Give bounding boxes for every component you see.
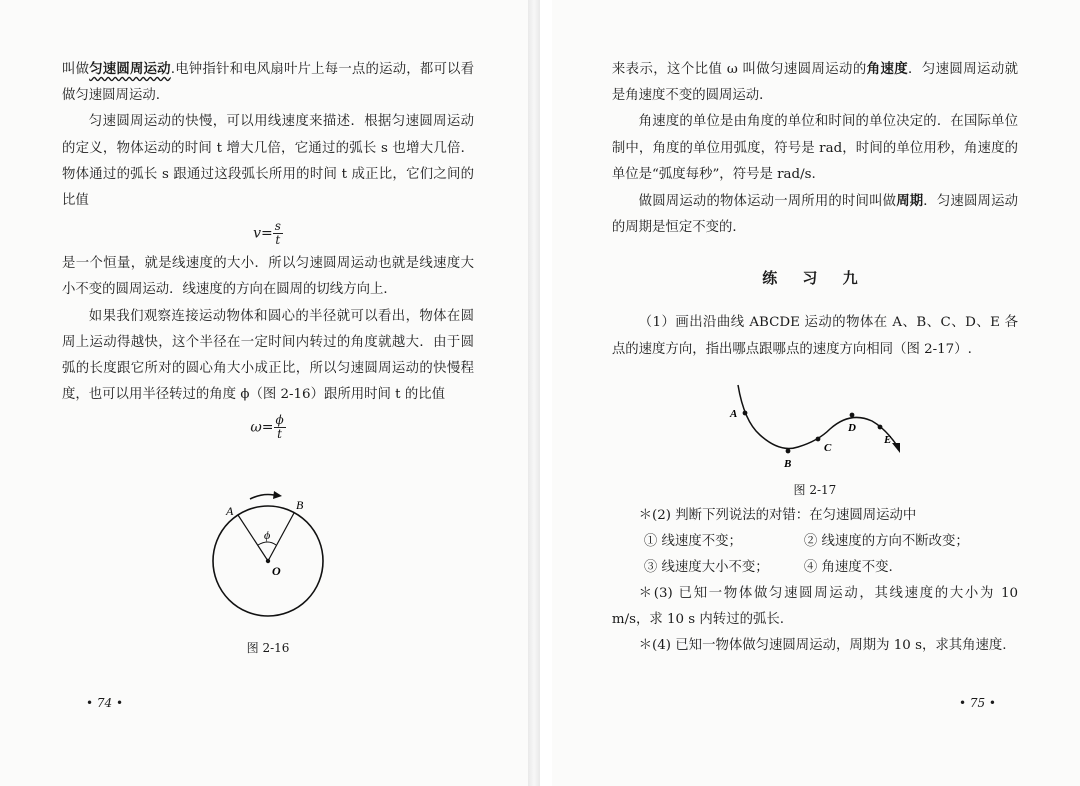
- question-4: ＊(4) 已知一物体做匀速圆周运动，周期为 10 s，求其角速度.: [638, 638, 1007, 654]
- term-uniform-circular-motion: 匀速圆周运动: [89, 61, 171, 77]
- question-2-options-row-2: [612, 555, 1018, 581]
- paragraph-1: 叫做匀速圆周运动.电钟指针和电风扇叶片上每一点的运动，都可以看做匀速圆周运动.: [62, 61, 475, 104]
- paragraph-2: 角速度的单位是由角度的单位和时间的单位决定的．在国际单位制中，角度的单位用弧度，符号是 rad，时间的单位用秒，角速度的单位是“弧度每秒”，符号是 rad/s.: [611, 114, 1018, 182]
- book-gutter: [528, 0, 540, 786]
- question-2: ＊(2) 判断下列说法的对错：在匀速圆周运动中: [638, 507, 917, 523]
- fig-label-A: A: [226, 504, 234, 519]
- option-1: ① 线速度不变；: [643, 534, 742, 550]
- left-page: [0, 0, 528, 786]
- question-3: ＊(3) 已知一物体做匀速圆周运动，其线速度的大小为 10 m/s，求 10 s 内转过的弧长.: [611, 586, 1018, 628]
- figure-2-16: [188, 479, 348, 629]
- figure-2-16-caption: 图 2-16: [246, 641, 290, 656]
- option-4: ④ 角速度不变.: [803, 560, 893, 576]
- question-2-options-row-1: [612, 529, 1018, 555]
- fig-label-A: A: [729, 407, 738, 420]
- option-3: ③ 线速度大小不变；: [643, 560, 769, 576]
- right-page: [552, 0, 1080, 786]
- fig-label-phi: ϕ: [264, 528, 271, 543]
- fig-label-B: B: [296, 498, 304, 513]
- figure-2-17: [700, 377, 930, 477]
- fig-label-D: D: [847, 421, 856, 434]
- paragraph-3: 是一个恒量，就是线速度的大小．所以匀速圆周运动也就是线速度大小不变的圆周运动．线速度的方向在圆周的切线方向上．: [62, 256, 475, 298]
- fig-label-E: E: [883, 433, 892, 446]
- paragraph-1: 来表示，这个比值 ω 叫做匀速圆周运动的角速度．匀速圆周运动就是角速度不变的圆周运动．: [611, 61, 1019, 104]
- question-1: （1）画出沿曲线 ABCDE 运动的物体在 A、B、C、D、E 各点的速度方向，指出哪点跟哪点的速度方向相同（图 2-17）.: [611, 315, 1018, 357]
- formula-angular-velocity: ω= $\frac{\phi}{t}$: [250, 413, 284, 442]
- page-number-left: • 74 •: [86, 696, 124, 710]
- term-angular-velocity: 角速度: [866, 61, 909, 77]
- term-period: 周期: [896, 193, 924, 210]
- page-number-right: • 75 •: [958, 696, 996, 710]
- fig-label-B: B: [783, 457, 792, 470]
- exercise-title: 练 习 九: [762, 269, 868, 288]
- paragraph-2: 匀速圆周运动的快慢，可以用线速度来描述．根据匀速圆周运动的定义，物体运动的时间 t 增大几倍，它通过的弧长 s 也增大几倍．物体通过的弧长 s 跟通过这段弧长所用的时间 t 成正比，它们之间的比值: [62, 114, 475, 209]
- formula-linear-velocity: v= $\frac{s}{t}$: [253, 219, 281, 248]
- paragraph-4: 如果我们观察连接运动物体和圆心的半径就可以看出，物体在圆周上运动得越快，这个半径在一定时间内转过的角度就越大．由于圆弧的长度跟它所对的圆心角大小成正比，所以匀速圆周运动的快慢程度，也可以用半径转过的角度 ϕ（图 2-16）跟所用时间 t 的比值: [62, 308, 475, 403]
- paragraph-3: 做圆周运动的物体运动一周所用的时间叫做周期．匀速圆周运动的周期是恒定不变的．: [611, 193, 1019, 236]
- fig-label-O: O: [272, 564, 281, 579]
- fig-label-C: C: [823, 441, 832, 454]
- option-2: ② 线速度的方向不断改变；: [803, 534, 969, 550]
- figure-2-17-caption: 图 2-17: [793, 482, 837, 497]
